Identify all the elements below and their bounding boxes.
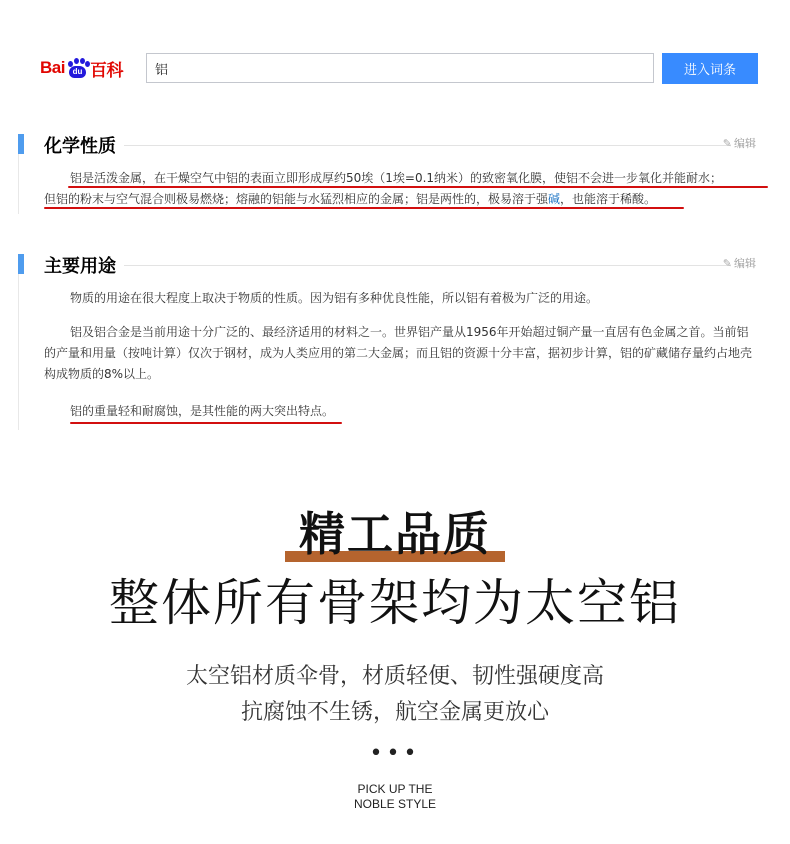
edit-label: 编辑 (734, 137, 756, 150)
paragraph-uses-1 (44, 288, 760, 309)
edit-link-chemical[interactable] (723, 135, 756, 151)
promo-title (0, 506, 790, 562)
promo-subtitle: 整体所有骨架均为太空铝 (109, 574, 681, 632)
edit-label: 编辑 (734, 257, 756, 270)
paragraph-line: ，也能溶于稀酸。 (560, 192, 657, 206)
red-underline (68, 186, 768, 188)
pencil-icon: ✎ (722, 136, 732, 150)
section-title-uses: 主要用途 (44, 252, 124, 278)
pencil-icon: ✎ (722, 256, 732, 270)
promo-eng-line2: NOBLE STYLE (353, 797, 437, 811)
promo-eng-line1: PICK UP THE (357, 782, 433, 796)
section-left-rule (18, 254, 19, 430)
red-underline (44, 207, 684, 209)
paragraph-chemical (44, 168, 760, 210)
paw-icon (66, 58, 88, 78)
logo-text-left: Bai (40, 58, 65, 77)
paragraph-line: 铝是活泼金属，在干燥空气中铝的表面立即形成厚约50埃（1埃=0.1纳米）的致密氧化膜，使铝不会进一步氧化并能耐水； (70, 171, 723, 185)
paragraph-uses-3 (44, 401, 760, 422)
baike-logo[interactable] (40, 50, 123, 86)
paragraph-uses-2 (44, 322, 760, 385)
logo-text-right: 百科 (89, 60, 123, 80)
paragraph-text: 物质的用途在很大程度上取决于物质的性质。因为铝有多种优良性能，所以铝有着极为广泛的用途。 (70, 291, 599, 305)
dots-ornament: ••• (369, 741, 421, 766)
section-marker (18, 134, 24, 154)
link-alkali[interactable]: 碱 (548, 192, 561, 206)
red-underline (70, 422, 342, 424)
promo-desc-line2: 抗腐蚀不生锈，航空金属更放心 (240, 700, 549, 725)
section-marker (18, 254, 24, 274)
paragraph-line: 但铝的粉末与空气混合则极易燃烧；熔融的铝能与水猛烈相应的金属；铝是两性的，极易溶于强 (44, 192, 549, 206)
section-title-chemical: 化学性质 (44, 132, 124, 158)
enter-entry-button[interactable]: 进入词条 (662, 53, 758, 84)
paragraph-text: 铝的重量轻和耐腐蚀，是其性能的两大突出特点。 (70, 404, 335, 418)
logo-paw-text: du (72, 67, 83, 76)
section-divider (44, 265, 730, 266)
paragraph-text: 铝及铝合金是当前用途十分广泛的、最经济适用的材料之一。世界铝产量从1956年开始超过铜产量一直居有色金属之首。当前铝的产量和用量（按吨计算）仅次于钢材，成为人类应用的第二大金属；而且铝的资源十分丰富，据初步计算，铝的矿藏储存量约占地壳构成物质的8%以上。 (44, 325, 753, 381)
search-input[interactable] (146, 53, 654, 83)
promo-title-text: 精工品质 (299, 507, 491, 561)
edit-link-uses[interactable] (723, 255, 756, 271)
promo-desc-line1: 太空铝材质伞骨，材质轻便、韧性强硬度高 (185, 664, 604, 689)
section-divider (44, 145, 730, 146)
